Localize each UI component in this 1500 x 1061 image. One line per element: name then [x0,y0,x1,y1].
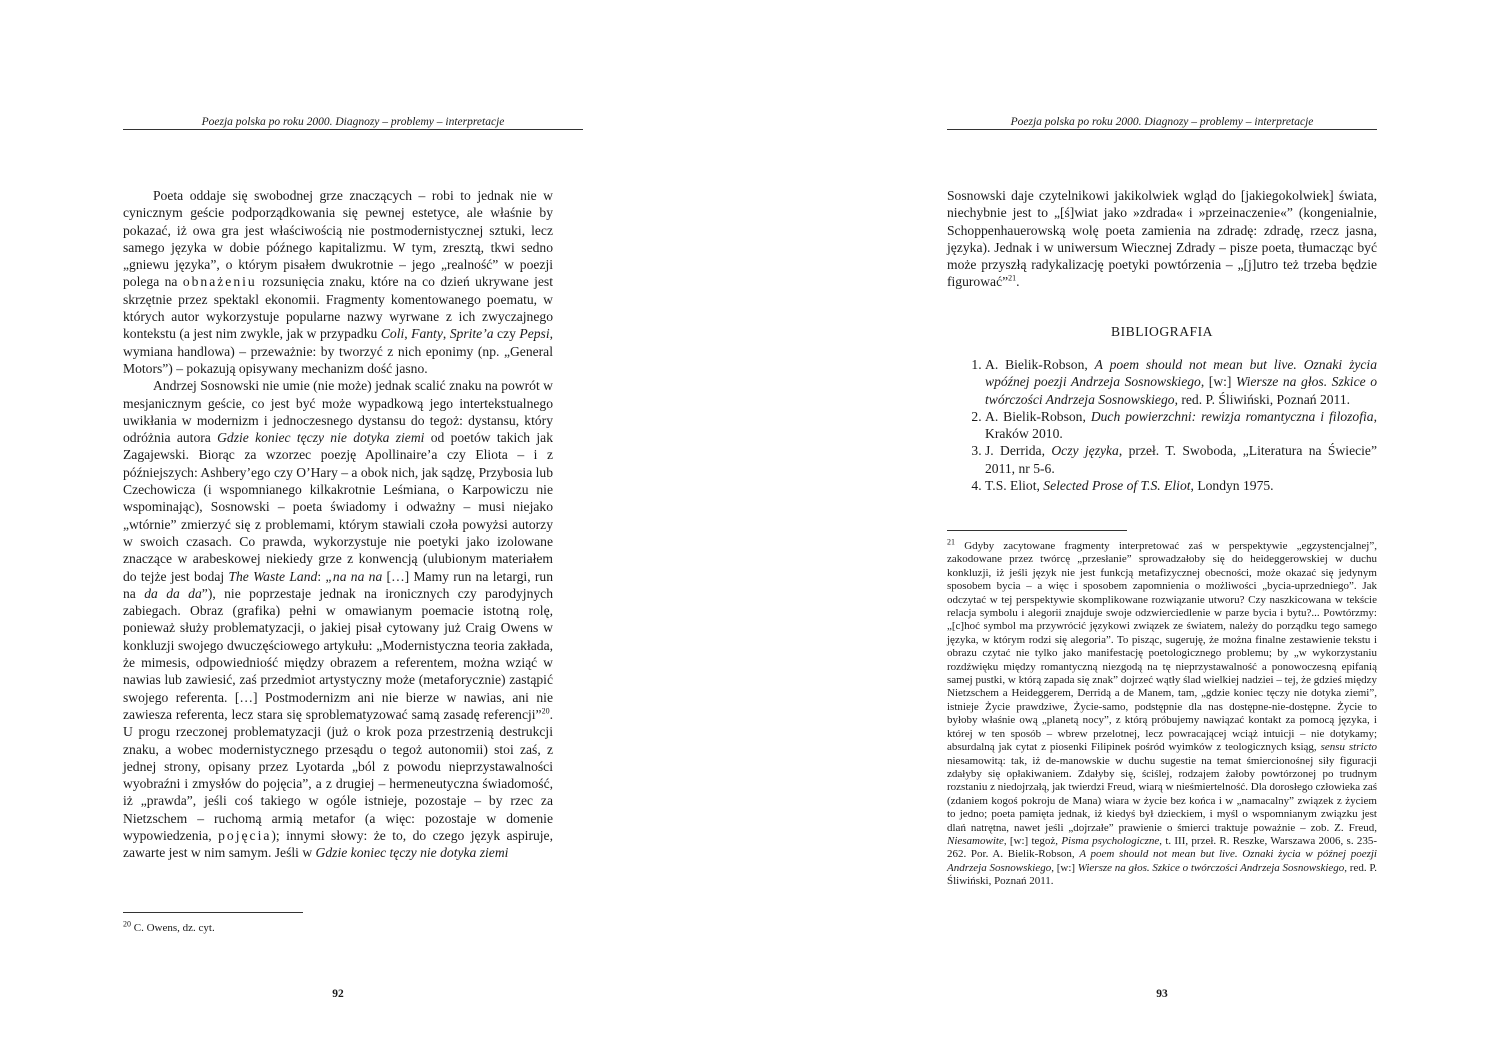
italic-run: Niesamowite [947,834,1004,847]
italic-run: Wiersze na głos. Szkice o twórczości Andrzeja Sosnowskiego [1077,861,1345,874]
bibliography-entry: 3. J. Derrida, Oczy języka, przeł. T. Swoboda, „Literatura na Świecie” 2011, nr 5-6. [985,442,1377,477]
footnote-marker: 20 [541,706,550,716]
footnote-divider [123,912,303,913]
spaced-run: obnażeniu [182,274,257,290]
running-head: Poezja polska po roku 2000. Diagnozy – problemy – interpretacje [123,116,583,130]
running-head: Poezja polska po roku 2000. Diagnozy – problemy – interpretacje [947,116,1377,130]
bibliography-entry: 1. A. Bielik-Robson, A poem should not mean but live. Oznaki życia wpóźnej poezji Andrzeja Sosnowskiego, [w:] Wiersze na głos. Szkice o twórczości Andrzeja Sosnowskiego, red. P. Śliwiński, Poznań 2011. [985,356,1377,408]
italic-run: A poem should not mean but live. Oznaki życia w późnej poezji Andrzeja Sosnowskiego [947,848,1377,874]
italic-run: Pisma psychologiczne [1061,834,1160,847]
italic-run: sensu stricto [1320,741,1378,754]
footnote: $^{20}$ C. Owens, dz. cyt. [123,919,215,934]
italic-run: Selected Prose of T.S. Eliot [1043,478,1191,494]
italic-run: Fanty [411,326,443,342]
right-page [750,0,1500,1061]
italic-run: Oczy języka [1051,443,1119,459]
bibliography-list [947,356,1377,494]
spaced-run: pojęcia [218,827,272,843]
paragraph: Poeta oddaje się swobodnej grze znaczących – robi to jednak nie w cynicznym geście podporządkowania się pewnej estetyce, ale właśnie by pokazać, iż owa gra jest właściwością nie postmodernistycznej sztuki, lecz samego języka w dobie późnego kapitalizmu. W tym, zresztą, tkwi sedno „gniewu języka”, o którym pisałem dwukrotnie – jego „realność” w poezji polega na obnażeniu rozsunięcia znaku, które na co dzień ukrywane jest skrzętnie przez spektakl ekonomii. Fragmenty komentowanego poematu, w których autor wykorzystuje popularne nazwy wyrwane z ich zwyczajnego kontekstu (a jest nim zwykle, jak w przypadku Coli, Fanty, Sprite’a czy Pepsi, wymiana handlowa) – przeważnie: by tworzyć z nich eponimy (np. „General Motors”) – pokazują opisywany mechanizm dość jasno. [123,188,553,376]
main-text [947,187,1377,291]
italic-run: Gdzie koniec tęczy nie dotyka ziemi [217,430,425,446]
paragraph: Andrzej Sosnowski nie umie (nie może) jednak scalić znaku na powrót w mesjanicznym geście, co jest być może wypadkową jego intertekstualnego uwikłania w modernizm i jednoczesnego dystansu do tegoż: dystansu, który odróżnia autora Gdzie koniec tęczy nie dotyka ziemi od poetów takich jak Zagajewski. Biorąc za wzorzec poezję Apollinaire’a czy Eliota – i z późniejszych: Ashbery’ego czy O’Hary – a obok nich, jak sądzę, Przybosia lub Czechowicza (i wspomnianego kilkakrotnie Leśmiana, o Karpowiczu nie wspominając), Sosnowski – poeta świadomy i odważny – musi niejako „wtórnie” zmierzyć się z problemami, którym stawiali czoła powyżsi autorzy w swoich czasach. Co prawda, wykorzystuje nie poetyki jako izolowane znaczące w arabeskowej niekiedy grze z konwencją (ulubionym materiałem do tejże jest bodaj The Waste Land: „na na na […] Mamy run na letargi, run na da da da”), nie poprzestaje jednak na ironicznych czy parodyjnych zabiegach. Obraz (grafika) pełni w omawianym poemacie istotną rolę, ponieważ służy problematyzacji, o jakiej pisał cytowany już Craig Owens w konkluzji swojego dwuczęściowego artykułu: „Modernistyczna teoria zakłada, że mimesis, odpowiedniość między obrazem a referentem, można wziąć w nawias lub zawiesić, zaś przedmiot artystyczny może (metaforycznie) zastąpić swojego referenta. […] Postmodernizm ani nie bierze w nawias, ani nie zawiesza referenta, lecz stara się sproblematyzować samą zasadę referencji”$^{20}$. U progu rzeczonej problematyzacji (już o krok poza przestrzenią destrukcji znaku, a wobec modernistycznego przesądu o tegoż autonomii) stoi zaś, z jednej strony, opisany przez Lyotarda „ból z powodu nieprzystawalności wyobraźni i zmysłów do pojęcia”, a z drugiej – hermeneutyczna świadomość, iż „prawda”, jeśli coś takiego w ogóle istnieje, pozostaje – by rzec za Nietzschem – ruchomą armią metafor (a więc: pozostaje w domenie wypowiedzenia, pojęcia); innymi słowy: że to, do czego język aspiruje, zawarte jest w nim samym. Jeśli w Gdzie koniec tęczy nie dotyka ziemi [123,378,553,861]
footnote-marker: 20 [123,919,131,929]
italic-run: Coli [380,326,405,342]
italic-run: da da da [144,585,202,601]
page-number: 92 [332,988,344,1000]
italic-run: Wiersze na głos. Szkice o twórczości Andrzeja Sosnowskiego [985,374,1378,407]
footnote: $^{21}$ Gdyby zacytowane fragmenty interpretować zaś w perspektywie „egzystencjalnej”, zakodowane przez twórcę „przesłanie” sprowadzałoby się do heideggerowskiej w duchu konkluzji, iż jeśli język nie jest funkcją metafizycznej obecności, może okazać się jedynym sposobem bycia – a więc i sposobem zapomnienia o możliwości „bycia-uprzedniego”. Jak odczytać w tej perspektywie skomplikowane rozwiązanie utworu? Czy naszkicowana w tekście relacja symbolu i alegorii znajduje swoje odzwierciedlenie w parze bycia i bytu?... Powtórzmy: „[c]hoć symbol ma przywrócić językowi związek ze światem, należy do porządku tego samego języka, w którym rodzi się alegoria”. To pisząc, sugeruję, że można finalne zestawienie tekstu i obrazu czytać nie tylko jako manifestację poetologicznego problemu; by „w wykorzystaniu rozdźwięku między romantyczną niezgodą na tę nieprzystawalność a ponowoczesną epifanią samej pustki, w którą zapada się znak” dojrzeć wątły ślad wielkiej nadziei – tej, że gdzieś między Nietzschem a Heideggerem, Derridą a de Manem, tam, „gdzie koniec tęczy nie dotyka ziemi”, istnieje Życie prawdziwe, Życie-samo, podstępnie dla nas dostępne-nie-dostępne. Życie to byłoby właśnie ową „planetą nocy”, z którą próbujemy nawiązać kontakt za pomocą języka, i której w ten sposób – wbrew przelotnej, lecz powracającej wciąż intuicji – nie dotykamy; absurdalną jak cytat z piosenki Filipinek pośród wyimków z teologicznych ksiąg, sensu stricto niesamowitą: tak, iż de-manowskie w duchu sugestie na temat śmiercionośnej siły figuracji zdałyby się opłakiwaniem. Zdałyby się, ściślej, rodzajem żałoby powtórzonej po trudnym rozstaniu z niedojrzałą, jak twierdzi Freud, wiarą w nieśmiertelność. Dla dorosłego człowieka zaś (zdaniem kogoś pokroju de Mana) wiara w życie bez końca i w „namacalny” związek z życiem to jedno; poeta pamięta jednak, iż kiedyś był dzieckiem, i myśl o wspomnianym związku jest dlań natrętna, nawet jeśli „dojrzałe” prawienie o śmierci traktuje poważnie – zob. Z. Freud, Niesamowite, [w:] tegoż, Pisma psychologiczne, t. III, przeł. R. Reszke, Warszawa 2006, s. 235-262. Por. A. Bielik-Robson, A poem should not mean but live. Oznaki życia w późnej poezji Andrzeja Sosnowskiego, [w:] Wiersze na głos. Szkice o twórczości Andrzeja Sosnowskiego, red. P. Śliwiński, Poznań 2011. [947,537,1378,888]
footnote-divider [947,530,1127,531]
bibliography-entry: 2. A. Bielik-Robson, Duch powierzchni: rewizja romantyczna i filozofia, Kraków 2010. [985,408,1377,443]
page-number: 93 [1156,988,1168,1000]
main-text [123,187,553,862]
italic-run: „na na na [325,568,383,584]
italic-run: Duch powierzchni: rewizja romantyczna i filozofia [1090,408,1374,424]
bibliography-heading: BIBLIOGRAFIA [1111,324,1213,339]
italic-run: Pepsi [519,326,550,342]
bibliography-entry: 4. T.S. Eliot, Selected Prose of T.S. Eliot, Londyn 1975. [985,477,1377,494]
italic-run: A poem should not mean but live. Oznaki życia wpóźnej poezji Andrzeja Sosnowskiego [985,357,1377,390]
footnote-marker: 21 [947,537,955,547]
paragraph: Sosnowski daje czytelnikowi jakikolwiek wgląd do [jakiegokolwiek] świata, niechybnie jest to „[ś]wiat jako »zdrada« i »przeinaczenie«” (kongenialnie, Schoppenhauerowską wolę poeta zamienia na zdradę: zdradę, rzecz jasna, języka). Jednak i w uniwersum Wiecznej Zdrady – pisze poeta, tłumacząc być może przyszłą radykalizację poetyki powtórzenia – „[j]utro też trzeba będzie figurować”$^{21}$. [947,188,1377,290]
italic-run: The Waste Land [228,568,318,584]
footnote-marker: 21 [1008,273,1017,283]
italic-run: Gdzie koniec tęczy nie dotyka ziemi [315,845,509,861]
italic-run: Sprite’a [449,326,494,342]
